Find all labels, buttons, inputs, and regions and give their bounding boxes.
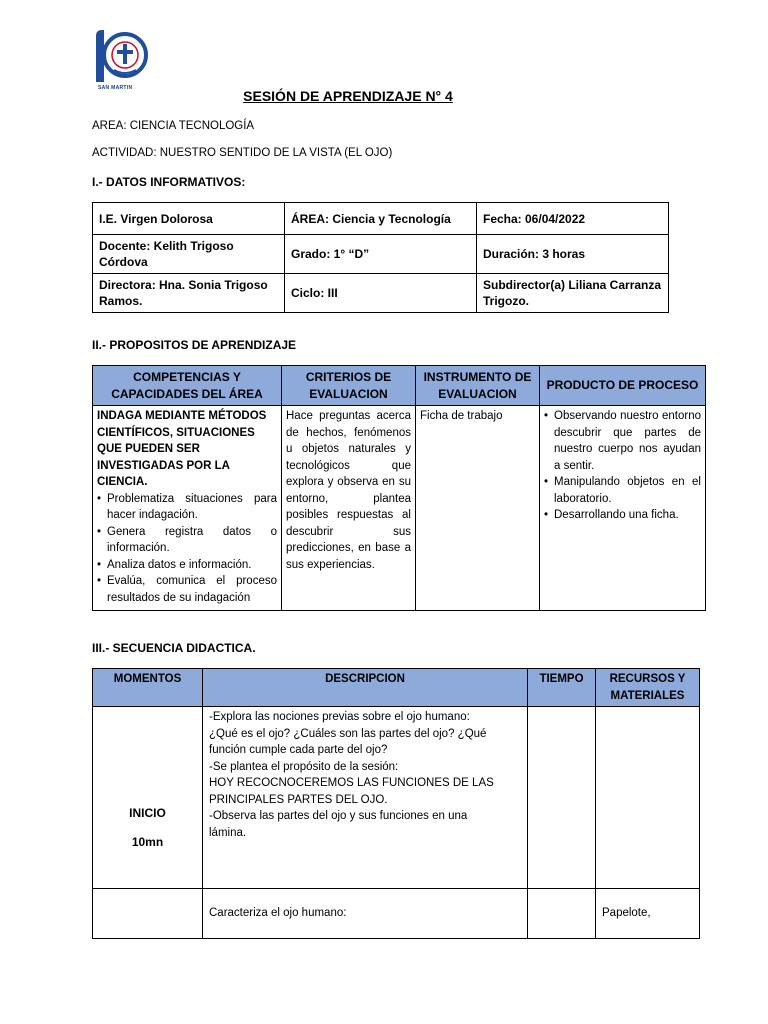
row2-description: Caracteriza el ojo humano: — [203, 889, 528, 939]
inicio-label: INICIO — [129, 806, 166, 820]
activity-line: ACTIVIDAD: NUESTRO SENTIDO DE LA VISTA (EL OJO) — [92, 147, 393, 159]
capacity-item: • Analiza datos e información. — [97, 557, 277, 574]
section-datos-informativos: I.- DATOS INFORMATIVOS: — [92, 175, 246, 189]
page-title: SESIÓN DE APRENDIZAJE N° 4 — [243, 88, 453, 104]
instrument-cell: Ficha de trabajo — [416, 406, 540, 611]
competencies-cell — [93, 406, 282, 611]
description-line: función cumple cada parte del ojo? — [209, 744, 388, 756]
criteria-cell: Hace preguntas acerca de hechos, fenómenos u objetos naturales y tecnológicos que explora y observa en su entorno, plantea posibles respuestas al descubrir sus predicciones, en base a sus experiencias. — [282, 406, 416, 611]
sequence-header-descripcion: DESCRIPCION — [203, 669, 528, 707]
purposes-header-producto: PRODUCTO DE PROCESO — [540, 366, 706, 406]
inicio-recursos — [596, 707, 700, 889]
section-propositos: II.- PROPOSITOS DE APRENDIZAJE — [92, 338, 297, 352]
description-line: PRINCIPALES PARTES DEL OJO. — [209, 793, 388, 806]
purposes-header-criterios: CRITERIOS DE EVALUACION — [282, 366, 416, 406]
description-line: -Explora las nociones previas sobre el ojo humano: — [209, 711, 470, 723]
description-line: -Se plantea el propósito de la sesión: — [209, 760, 399, 773]
description-line: -Observa las partes del ojo y sus funciones en una — [209, 810, 468, 822]
product-item: • Manipulando objetos en el laboratorio. — [544, 474, 701, 507]
sequence-header-recursos: RECURSOS Y MATERIALES — [596, 669, 700, 707]
info-ciclo: Ciclo: III — [285, 274, 477, 313]
info-grado: Grado: 1° “D” — [285, 235, 477, 274]
sequence-table — [92, 668, 700, 939]
competency-title: INDAGA MEDIANTE MÉTODOS CIENTÍFICOS, SITUACIONES QUE PUEDEN SER INVESTIGADAS POR LA CIENCIA. — [97, 410, 267, 488]
sequence-header-tiempo: TIEMPO — [528, 669, 596, 707]
section-secuencia: III.- SECUENCIA DIDACTICA. — [92, 641, 256, 655]
info-duracion: Duración: 3 horas — [477, 235, 669, 274]
description-line: HOY RECOCNOCEREMOS LAS FUNCIONES DE LAS — [209, 777, 494, 789]
products-cell — [540, 406, 706, 611]
inicio-description — [203, 707, 528, 889]
info-fecha: Fecha: 06/04/2022 — [477, 203, 669, 235]
info-directora: Directora: Hna. Sonia Trigoso Ramos. — [93, 274, 285, 313]
purposes-header-instrumento: INSTRUMENTO DE EVALUACION — [416, 366, 540, 406]
capacity-item: • Evalúa, comunica el proceso resultados de su indagación — [97, 573, 277, 606]
product-item: • Observando nuestro entorno descubrir que partes de nuestro cuerpo nos ayudan a sentir. — [544, 408, 701, 474]
info-docente: Docente: Kelith Trigoso Córdova — [93, 235, 285, 274]
inicio-cell — [93, 707, 203, 889]
purposes-header-competencias: COMPETENCIAS Y CAPACIDADES DEL ÁREA — [93, 366, 282, 406]
row2-tiempo — [528, 889, 596, 939]
info-ie: I.E. Virgen Dolorosa — [93, 203, 285, 235]
school-logo — [92, 30, 148, 86]
purposes-table — [92, 365, 706, 611]
product-item: • Desarrollando una ficha. — [544, 507, 701, 524]
logo-caption: SAN MARTIN — [98, 85, 133, 91]
capacity-item: • Genera registra datos o información. — [97, 524, 277, 557]
info-table — [92, 202, 669, 313]
description-line: ¿Qué es el ojo? ¿Cuáles son las partes del ojo? ¿Qué — [209, 727, 487, 740]
area-line: AREA: CIENCIA TECNOLOGÍA — [92, 120, 255, 132]
row2-momento — [93, 889, 203, 939]
inicio-time: 10mn — [131, 834, 164, 849]
capacity-item: • Problematiza situaciones para hacer indagación. — [97, 491, 277, 524]
info-area: ÁREA: Ciencia y Tecnología — [285, 203, 477, 235]
row2-recursos: Papelote, — [596, 889, 700, 939]
sequence-header-momentos: MOMENTOS — [93, 669, 203, 707]
description-line: lámina. — [209, 826, 247, 839]
inicio-tiempo — [528, 707, 596, 889]
info-subdirector: Subdirector(a) Liliana Carranza Trigozo. — [477, 274, 669, 313]
